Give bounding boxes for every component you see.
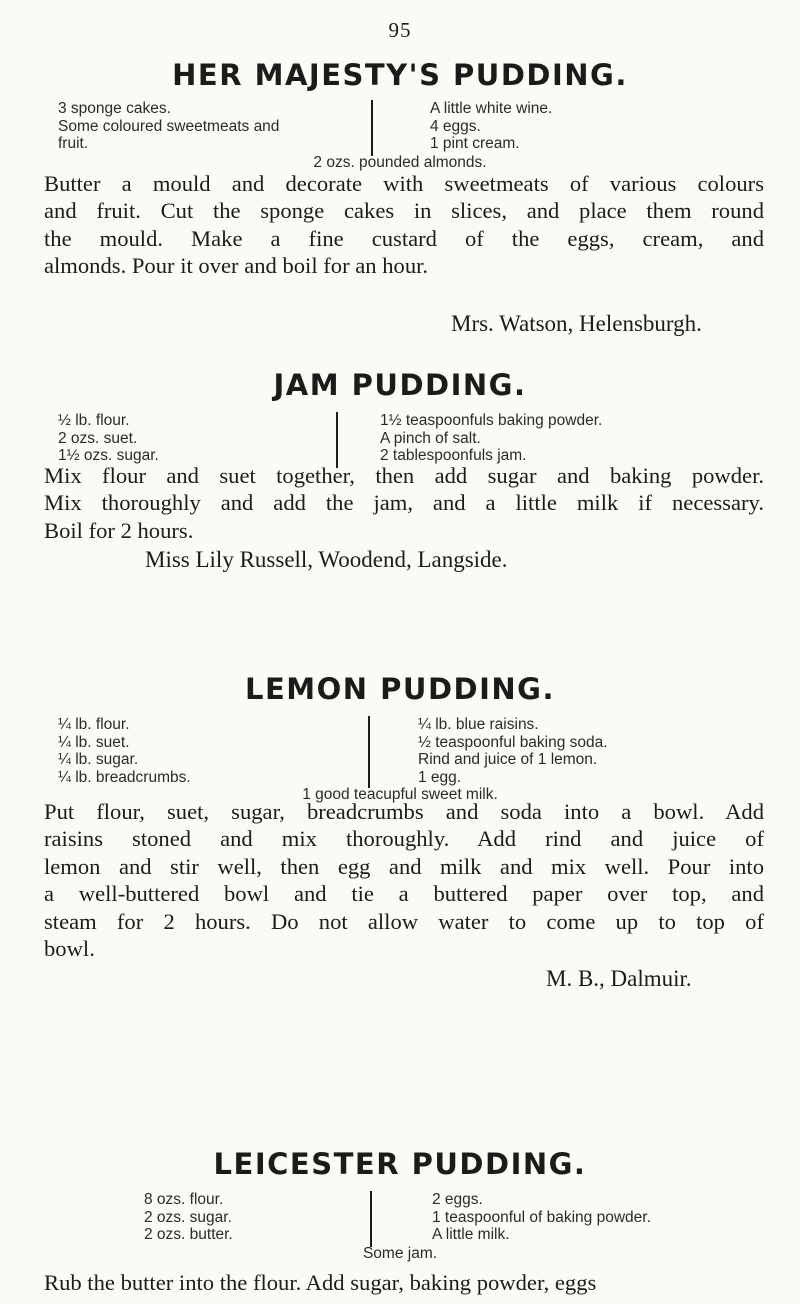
- ingredient-line-centered: Some jam.: [362, 1245, 438, 1262]
- method-line: Butter a mould and decorate with sweetmeats of various colours: [44, 171, 764, 196]
- ingredient-line: 4 eggs.: [430, 117, 481, 135]
- method-line: lemon and stir well, then egg and milk and mix well. Pour into: [44, 853, 764, 879]
- recipe-jam-pudding: [0, 368, 800, 572]
- ingredient-line: ¼ lb. suet.: [58, 733, 130, 751]
- ingredients-left-column: [144, 1191, 233, 1244]
- recipe-title: JAM PUDDING.: [273, 368, 527, 402]
- ingredients-left-column: [58, 100, 279, 153]
- method-line: almonds. Pour it over and boil for an hour.: [44, 253, 429, 279]
- recipe-credit: Mrs. Watson, Helensburgh.: [451, 311, 702, 336]
- ingredients-right-column: [380, 412, 602, 465]
- method-line: the mould. Make a fine custard of the eggs, cream, and: [44, 225, 764, 251]
- ingredient-line: 2 ozs. suet.: [58, 429, 138, 447]
- ingredients-right-column: [432, 1191, 651, 1244]
- method-text: [44, 798, 764, 962]
- ingredient-line: Some coloured sweetmeats and: [58, 117, 280, 135]
- ingredient-line: ¼ lb. breadcrumbs.: [58, 768, 191, 786]
- ingredient-line: ½ teaspoonful baking soda.: [418, 733, 608, 751]
- recipe-leicester-pudding: [0, 1147, 800, 1295]
- method-line: and fruit. Cut the sponge cakes in slices, and place them round: [44, 198, 764, 224]
- ingredient-line-centered: 2 ozs. pounded almonds.: [313, 154, 487, 171]
- ingredient-line: Rind and juice of 1 lemon.: [418, 751, 598, 768]
- ingredient-line: A little white wine.: [430, 100, 553, 117]
- ingredient-list: [0, 412, 800, 468]
- recipe-credit: M. B., Dalmuir.: [546, 966, 692, 991]
- ingredient-line-centered: 1 good teacupful sweet milk.: [302, 786, 498, 803]
- ingredient-line: A little milk.: [432, 1226, 510, 1243]
- ingredient-line: ½ lb. flour.: [58, 412, 130, 429]
- method-line: bowl.: [44, 936, 95, 962]
- ingredient-line: fruit.: [58, 135, 89, 152]
- column-divider: [370, 1191, 372, 1247]
- ingredient-line: ¼ lb. sugar.: [58, 751, 139, 768]
- method-line: Mix flour and suet together, then add sugar and baking powder.: [44, 463, 764, 488]
- column-divider: [336, 412, 338, 468]
- ingredient-line: 2 tablespoonfuls jam.: [380, 447, 527, 464]
- ingredient-line: 8 ozs. flour.: [144, 1191, 224, 1208]
- ingredients-left-column: [58, 412, 159, 465]
- ingredient-line: 2 ozs. butter.: [144, 1226, 233, 1243]
- method-line: Put flour, suet, sugar, breadcrumbs and soda into a bowl. Add: [44, 799, 764, 824]
- ingredients-left-column: [58, 716, 191, 786]
- ingredient-list: [0, 716, 800, 803]
- ingredient-line: 1½ ozs. sugar.: [58, 447, 159, 464]
- recipe-title: LEICESTER PUDDING.: [213, 1147, 587, 1181]
- method-line: Mix thoroughly and add the jam, and a little milk if necessary.: [44, 490, 764, 516]
- ingredients-right-column: [418, 716, 608, 786]
- ingredient-line: 1 pint cream.: [430, 135, 520, 152]
- ingredient-list: [0, 1191, 800, 1262]
- recipe-title: LEMON PUDDING.: [245, 672, 555, 706]
- method-text: [44, 1269, 764, 1296]
- method-text: [44, 462, 764, 544]
- ingredient-line: 1 teaspoonful of baking powder.: [432, 1208, 651, 1226]
- ingredient-line: ¼ lb. flour.: [58, 716, 130, 733]
- column-divider: [368, 716, 370, 788]
- column-divider: [371, 100, 373, 156]
- method-line: Boil for 2 hours.: [44, 517, 194, 543]
- method-line: steam for 2 hours. Do not allow water to come up to top of: [44, 908, 764, 934]
- method-line: Rub the butter into the flour. Add sugar, baking powder, eggs: [44, 1270, 597, 1295]
- recipe-title: HER MAJESTY'S PUDDING.: [172, 58, 628, 92]
- ingredient-line: A pinch of salt.: [380, 429, 481, 447]
- page-number: 95: [388, 18, 412, 42]
- method-line: raisins stoned and mix thoroughly. Add rind and juice of: [44, 826, 764, 852]
- method-text: [44, 170, 764, 280]
- method-line: a well-buttered bowl and tie a buttered paper over top, and: [44, 881, 764, 907]
- ingredient-list: [0, 100, 800, 171]
- ingredient-line: 2 ozs. sugar.: [144, 1208, 232, 1226]
- ingredient-line: 1½ teaspoonfuls baking powder.: [380, 412, 603, 429]
- ingredients-right-column: [430, 100, 552, 153]
- ingredient-line: ¼ lb. blue raisins.: [418, 716, 539, 733]
- ingredient-line: 2 eggs.: [432, 1191, 483, 1208]
- recipe-credit: Miss Lily Russell, Woodend, Langside.: [145, 547, 508, 572]
- recipe-her-majestys-pudding: [0, 58, 800, 336]
- ingredient-line: 1 egg.: [418, 768, 462, 786]
- recipe-lemon-pudding: [0, 672, 800, 991]
- ingredient-line: 3 sponge cakes.: [58, 100, 171, 117]
